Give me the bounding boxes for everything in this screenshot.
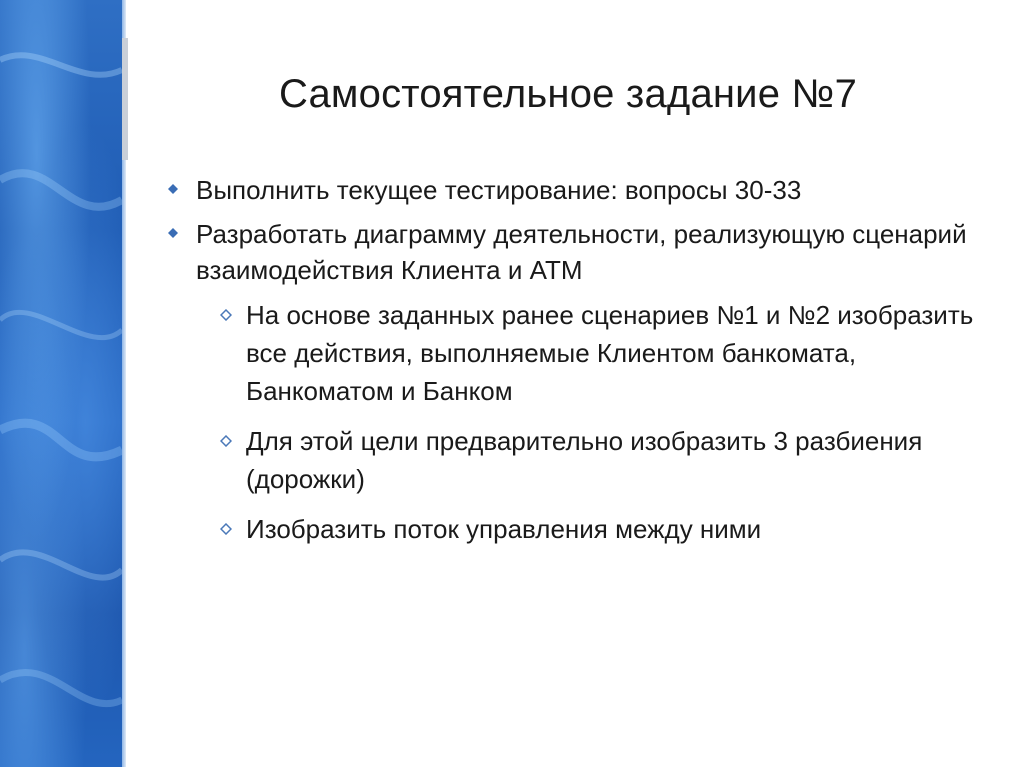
decorative-side-panel [0,0,122,767]
bullet-item [160,172,1000,208]
slide-title: Самостоятельное задание №7 [278,72,858,116]
sub-bullet-text: Изобразить поток управления между ними [246,514,762,544]
bullet-item [160,216,1000,288]
bullet-text: Выполнить текущее тестирование: вопросы 30-33 [196,175,802,205]
diamond-outline-bullet-icon [220,435,232,447]
diamond-bullet-icon [168,184,178,194]
sub-bullet-text: Для этой цели предварительно изобразить 3 разбиения (дорожки) [246,426,923,494]
diamond-outline-bullet-icon [220,309,232,321]
sub-bullet-item [160,296,1000,410]
sub-bullet-text: На основе заданных ранее сценариев №1 и №2 изобразить все действия, выполняемые Клиентом банкомата, Банкоматом и Банком [246,300,974,406]
slide-body [160,172,1000,560]
sub-bullet-item [160,510,1000,548]
sub-bullet-item [160,422,1000,498]
wave-pattern-icon [0,0,122,767]
bullet-text: Разработать диаграмму деятельности, реализующую сценарий взаимодействия Клиента и ATM [196,219,967,285]
diamond-outline-bullet-icon [220,523,232,535]
diamond-bullet-icon [168,228,178,238]
